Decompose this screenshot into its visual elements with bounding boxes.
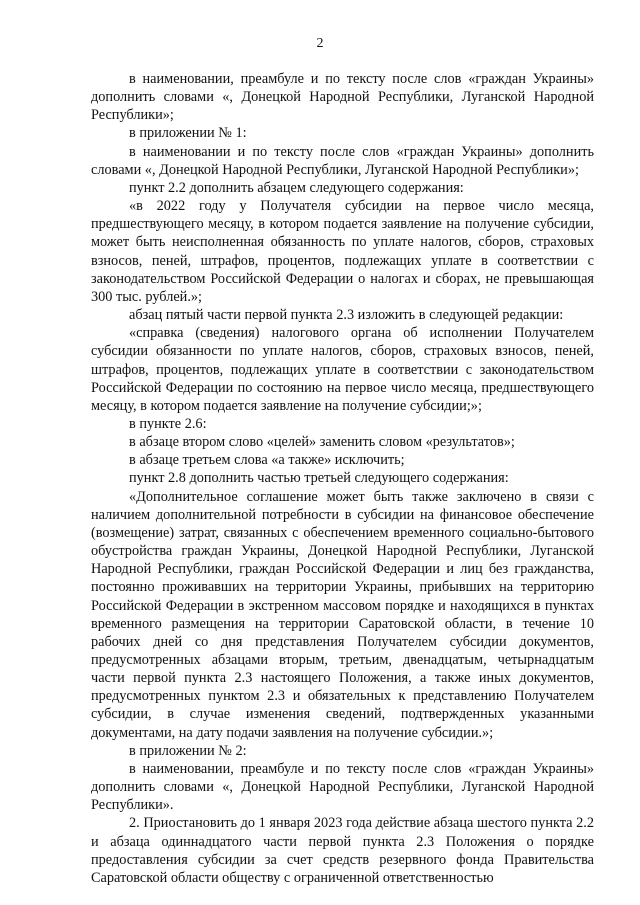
paragraph: «в 2022 году у Получателя субсидии на первое число месяца, предшествующего месяцу, в котором подается заявление на получение субсидии, может быть неисполненная обязанность по уплате налогов, сборов, страховых взносов, пеней, штрафов, процентов, подлежащих уплате в соответствии с законодательством Российской Федерации о налогах и сборах, не превышающая 300 тыс. рублей.»; — [91, 198, 594, 305]
paragraph: пункт 2.8 дополнить частью третьей следующего содержания: — [129, 470, 509, 487]
paragraph: в приложении № 2: — [129, 742, 247, 759]
paragraph: в абзаце втором слово «целей» заменить словом «результатов»; — [129, 434, 515, 451]
paragraph: в приложении № 1: — [129, 125, 247, 142]
page-number: 2 — [316, 36, 324, 51]
paragraph: в наименовании и по тексту после слов «граждан Украины» дополнить словами «, Донецкой Народной Республики, Луганской Народной Республики»; — [91, 143, 594, 178]
paragraph: в абзаце третьем слова «а также» исключить; — [129, 452, 405, 469]
paragraph: в наименовании, преамбуле и по тексту после слов «граждан Украины» дополнить словами «, Донецкой Народной Республики, Луганской Народной Республики». — [91, 760, 594, 814]
document-body — [91, 70, 594, 887]
paragraph: в пункте 2.6: — [129, 415, 207, 432]
paragraph: «Дополнительное соглашение может быть также заключено в связи с наличием дополнительной потребности в субсидии на финансовое обеспечение (возмещение) затрат, связанных с обеспечением временного социально-бытового обустройства граждан Украины, Донецкой Народной Республики, Луганской Народной Республики, граждан Российской Федерации и лиц без гражданства, постоянно проживавших на территории Украины, прибывших на территорию Российской Федерации в экстренном массовом порядке и находящихся в пунктах временного размещения на территории Саратовской области, в течение 10 рабочих дней со дня представления Получателем субсидии документов, предусмотренных абзацами вторым, третьим, двенадцатым, четырнадцатым части первой пункта 2.3 настоящего Положения, а также иных документов, предусмотренных пунктом 2.3 и обязательных к представлению Получателем субсидии, в случае изменения сведений, подтвержденных указанными документами, на дату подачи заявления на получение субсидии.»; — [91, 488, 594, 741]
paragraph: «справка (сведения) налогового органа об исполнении Получателем субсидии обязанности по уплате налогов, сборов, страховых взносов, пеней, штрафов, процентов, подлежащих уплате в соответствии с законодательством Российской Федерации по состоянию на первое число месяца, предшествующего месяцу, в котором подается заявление на получение субсидии;»; — [91, 325, 594, 414]
paragraph: абзац пятый части первой пункта 2.3 изложить в следующей редакции: — [129, 307, 564, 324]
paragraph: в наименовании, преамбуле и по тексту после слов «граждан Украины» дополнить словами «, Донецкой Народной Республики, Луганской Народной Республики»; — [91, 71, 594, 124]
paragraph: пункт 2.2 дополнить абзацем следующего содержания: — [129, 179, 464, 196]
paragraph: 2. Приостановить до 1 января 2023 года действие абзаца шестого пункта 2.2 и абзаца одиннадцатого части первой пункта 2.3 Положения о порядке предоставления субсидии за счет средств резервного фонда Правительства Саратовской области обществу с ограниченной ответственностью — [91, 815, 594, 886]
